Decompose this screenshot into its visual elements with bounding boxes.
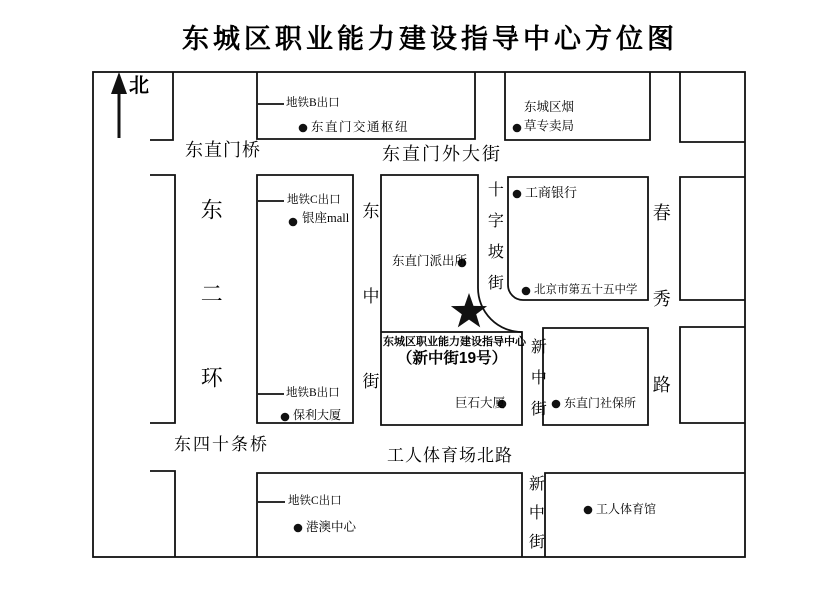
block-northeast — [680, 72, 745, 142]
poi-no55-school: 北京市第五十五中学 — [534, 284, 638, 296]
poi-dot-gongren-tiyuguan — [584, 506, 593, 515]
poi-dot-jiaotong-shuniu — [299, 124, 308, 133]
poi-baoli-building: 保利大厦 — [293, 408, 342, 422]
poi-jushi-building: 巨石大厦 — [455, 396, 506, 410]
metro-exit-c-bottom: 地铁C出口 — [288, 495, 342, 507]
poi-dot-no55-school — [522, 287, 531, 296]
block-east-mid-lower — [680, 327, 745, 423]
street-dongzhimen-bridge: 东直门桥 — [185, 140, 261, 160]
poi-gongren-tiyuguan: 工人体育馆 — [596, 502, 657, 516]
poi-dot-yinzuo-mall — [289, 218, 298, 227]
block-gangao — [257, 473, 522, 557]
block-southwest — [150, 471, 175, 557]
center-address: （新中街19号） — [396, 350, 508, 367]
street-xinzhong-mid: 新中街 — [528, 338, 546, 431]
block-northwest — [150, 72, 173, 140]
street-dong-er-huan: 东二环 — [198, 198, 224, 450]
page-title: 东城区职业能力建设指导中心方位图 — [182, 24, 678, 54]
poi-dot-gangao-center — [294, 524, 303, 533]
street-shizipo: 十字坡街 — [485, 181, 503, 305]
metro-exit-b-top: 地铁B出口 — [286, 97, 340, 109]
poi-dot-baoli-building — [281, 413, 290, 422]
center-star-icon — [451, 293, 487, 327]
block-west-mid — [150, 175, 175, 423]
street-gongti-north-road: 工人体育场北路 — [387, 446, 513, 465]
poi-gangao-center: 港澳中心 — [306, 520, 357, 534]
north-arrow-head-icon — [111, 72, 127, 94]
street-dongsishitiao-bridge: 东四十条桥 — [174, 435, 269, 454]
poi-gongshang-bank: 工商银行 — [525, 185, 578, 200]
poi-dot-yancao — [513, 124, 522, 133]
metro-exit-c-mid: 地铁C出口 — [287, 194, 341, 206]
street-dongzhimenwai: 东直门外大街 — [382, 144, 502, 164]
street-xinzhong-bottom: 新中街 — [526, 475, 544, 562]
poi-shebaosuo: 东直门社保所 — [564, 396, 637, 410]
poi-yinzuo-mall: 银座mall — [302, 211, 350, 225]
street-dongzhong: 东中街 — [359, 202, 379, 457]
poi-yancao-line2: 草专卖局 — [524, 119, 575, 133]
north-label: 北 — [129, 75, 149, 97]
poi-paichusuo: 东直门派出所 — [392, 254, 468, 268]
poi-jiaotong-shuniu: 东直门交通枢纽 — [311, 120, 410, 134]
poi-dot-shebaosuo — [552, 400, 561, 409]
center-name: 东城区职业能力建设指导中心 — [383, 336, 526, 348]
street-chunxiu-road: 春秀路 — [650, 203, 671, 461]
metro-exit-b-mid: 地铁B出口 — [286, 387, 340, 399]
block-east-mid-upper — [680, 177, 745, 300]
poi-yancao-line1: 东城区烟 — [524, 100, 575, 114]
poi-dot-gongshang-bank — [513, 190, 522, 199]
